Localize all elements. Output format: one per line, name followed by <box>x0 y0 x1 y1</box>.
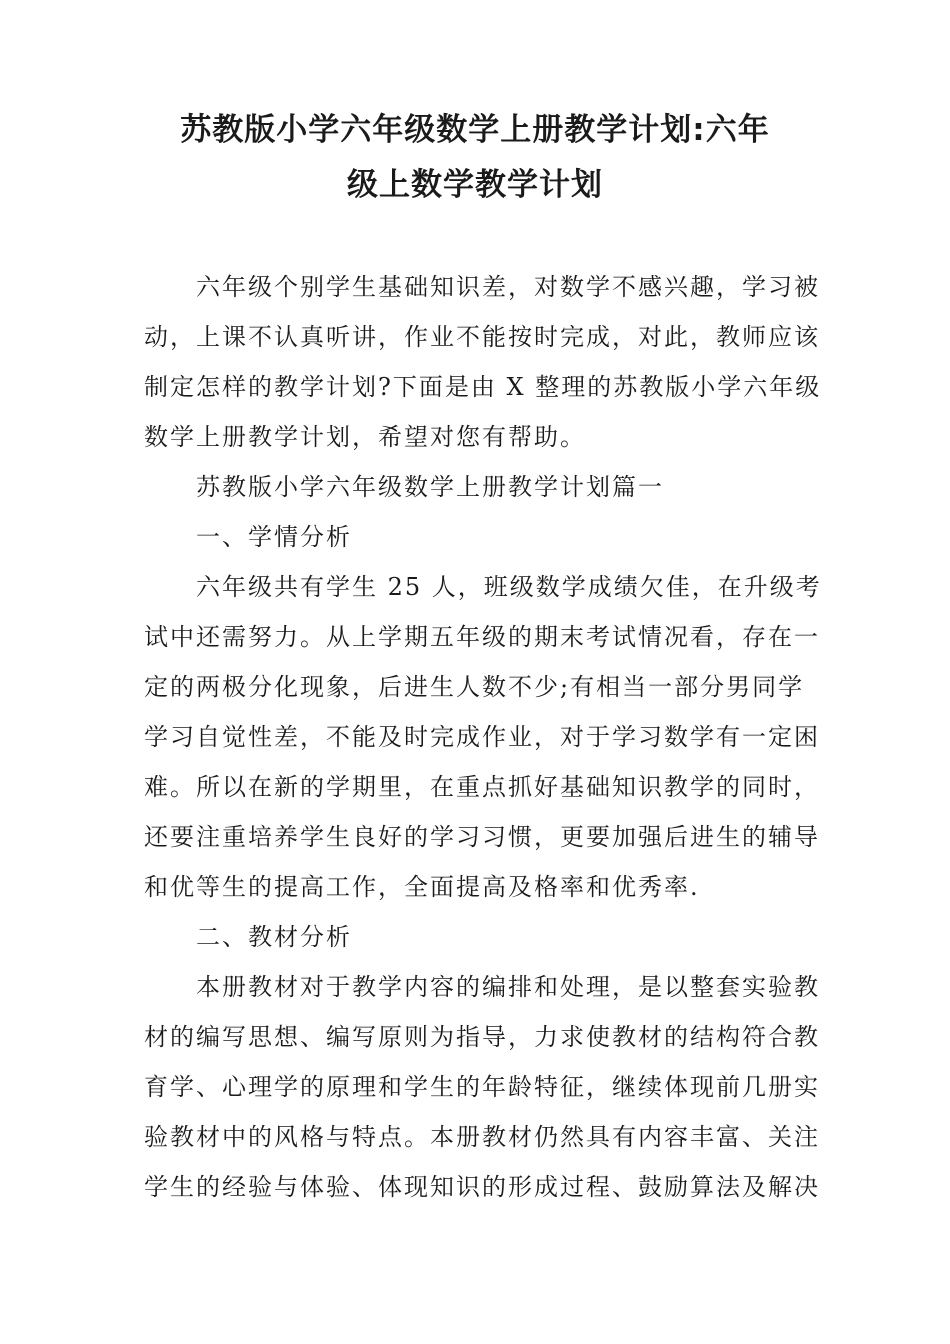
student-analysis-paragraph: 六年级共有学生 25 人，班级数学成绩欠佳，在升级考试中还需努力。从上学期五年级的期末考试情况看，存在一定的两极分化现象，后进生人数不少;有相当一部分男同学学习自觉性差，不能及时完成作业，对于学习数学有一定困难。所以在新的学期里，在重点抓好基础知识教学的同时，还要注重培养学生良好的学习习惯，更要加强后进生的辅导和优等生的提高工作，全面提高及格率和优秀率. <box>144 573 822 901</box>
section-heading-student-analysis: 一、学情分析 <box>196 523 352 551</box>
title-line-1: 苏教版小学六年级数学上册教学计划:六年 <box>180 112 770 148</box>
intro-paragraph: 六年级个别学生基础知识差，对数学不感兴趣，学习被动，上课不认真听讲，作业不能按时完成，对此，教师应该制定怎样的教学计划?下面是由 X 整理的苏教版小学六年级数学上册教学计划，希望对您有帮助。 <box>144 273 822 451</box>
document-body <box>144 262 824 1212</box>
section-heading-textbook-analysis: 二、教材分析 <box>196 923 352 951</box>
section-heading-plan-part-1: 苏教版小学六年级数学上册教学计划篇一 <box>196 473 664 501</box>
document-title <box>130 103 820 213</box>
title-line-2: 级上数学教学计划 <box>347 167 603 203</box>
textbook-analysis-paragraph: 本册教材对于教学内容的编排和处理，是以整套实验教材的编写思想、编写原则为指导，力求使教材的结构符合教育学、心理学的原理和学生的年龄特征，继续体现前几册实验教材中的风格与特点。本册教材仍然具有内容丰富、关注学生的经验与体验、体现知识的形成过程、鼓励算法及解决 <box>144 973 820 1201</box>
